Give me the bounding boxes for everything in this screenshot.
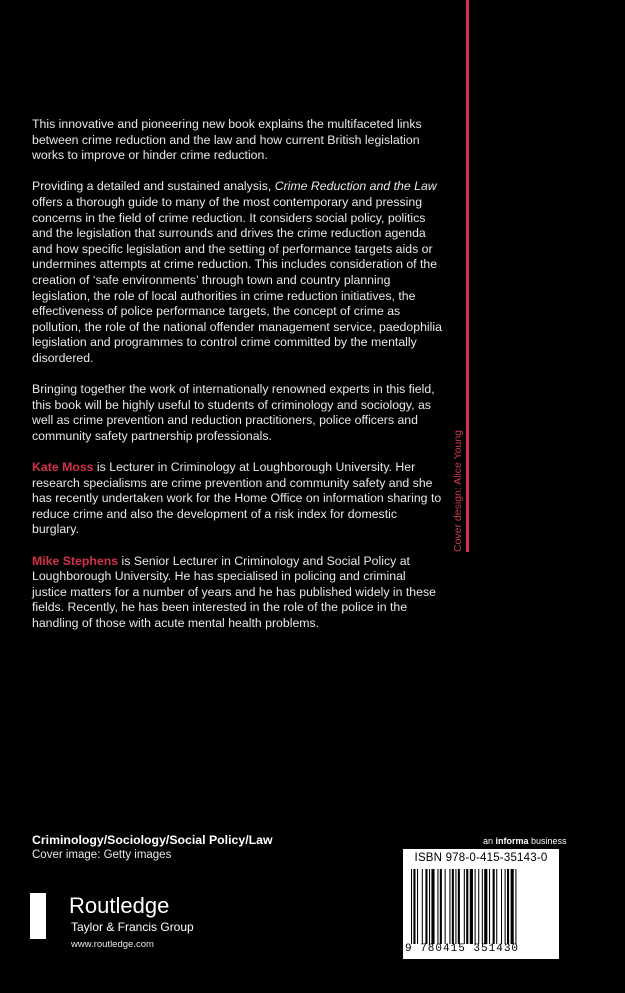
publisher-group: Taylor & Francis Group <box>71 920 194 934</box>
barcode-icon <box>411 869 551 944</box>
blurb-paragraph-1: This innovative and pioneering new book explains the multifaceted links between crime reduction and the law and how current British legislation works to improve or hinder crime reduction. <box>32 117 422 163</box>
publisher-url[interactable]: www.routledge.com <box>71 939 154 950</box>
author-bio-1: Kate Moss is Lecturer in Criminology at Loughborough University. Her research specialisms are crime prevention and community safety and she has recently undertaken work for the Home Office on information sharing to reduce crime and also the development of a risk index for domestic burglary. <box>32 460 442 537</box>
cover-design-credit: Cover design: Alice Young <box>452 429 464 552</box>
back-cover-blurb <box>32 117 442 647</box>
informa-business-tag: an informa business <box>483 836 567 846</box>
blurb-paragraph-2: Providing a detailed and sustained analysis, Crime Reduction and the Law offers a thorough guide to many of the most contemporary and pressing concerns in the field of crime reduction. It considers social policy, politics and the legislation that surrounds and drives the crime reduction agenda and how specific legislation and the setting of performance targets aids or undermines attempts at crime reduction. This includes consideration of the creation of ‘safe environments’ through town and country planning legislation, the role of local authorities in crime reduction initiatives, the effectiveness of police performance targets, the concept of crime as pollution, the role of the national offender management service, paedophilia legislation and programmes to control crime committed by the mentally disordered. <box>32 179 442 365</box>
author-bio-2: Mike Stephens is Senior Lecturer in Criminology and Social Policy at Loughborough University. He has specialised in policing and criminal justice matters for a number of years and he has published widely in these fields. Recently, he has been interested in the role of the police in the handling of those with acute mental health problems. <box>32 553 436 630</box>
blurb-paragraph-3: Bringing together the work of internationally renowned experts in this field, this book will be highly useful to students of criminology and sociology, as well as crime prevention and reduction practitioners, police officers and community safety partnership professionals. <box>32 382 435 443</box>
publisher-name: Routledge <box>69 893 170 918</box>
book-title: Crime Reduction and the Law <box>274 179 437 194</box>
isbn-number: ISBN 978-0-415-35143-0 <box>414 852 548 864</box>
author-name: Mike Stephens <box>32 553 119 568</box>
routledge-logo <box>30 885 210 953</box>
author-name: Kate Moss <box>32 460 94 475</box>
barcode-digits: 9 780415 351430 <box>405 943 520 955</box>
routledge-mark-icon: ROUTLEDGE <box>30 893 46 939</box>
spine-red-line <box>466 0 469 552</box>
barcode-panel <box>403 849 559 959</box>
subject-categories: Criminology/Sociology/Social Policy/Law <box>32 833 273 847</box>
cover-image-credit: Cover image: Getty images <box>32 849 172 861</box>
